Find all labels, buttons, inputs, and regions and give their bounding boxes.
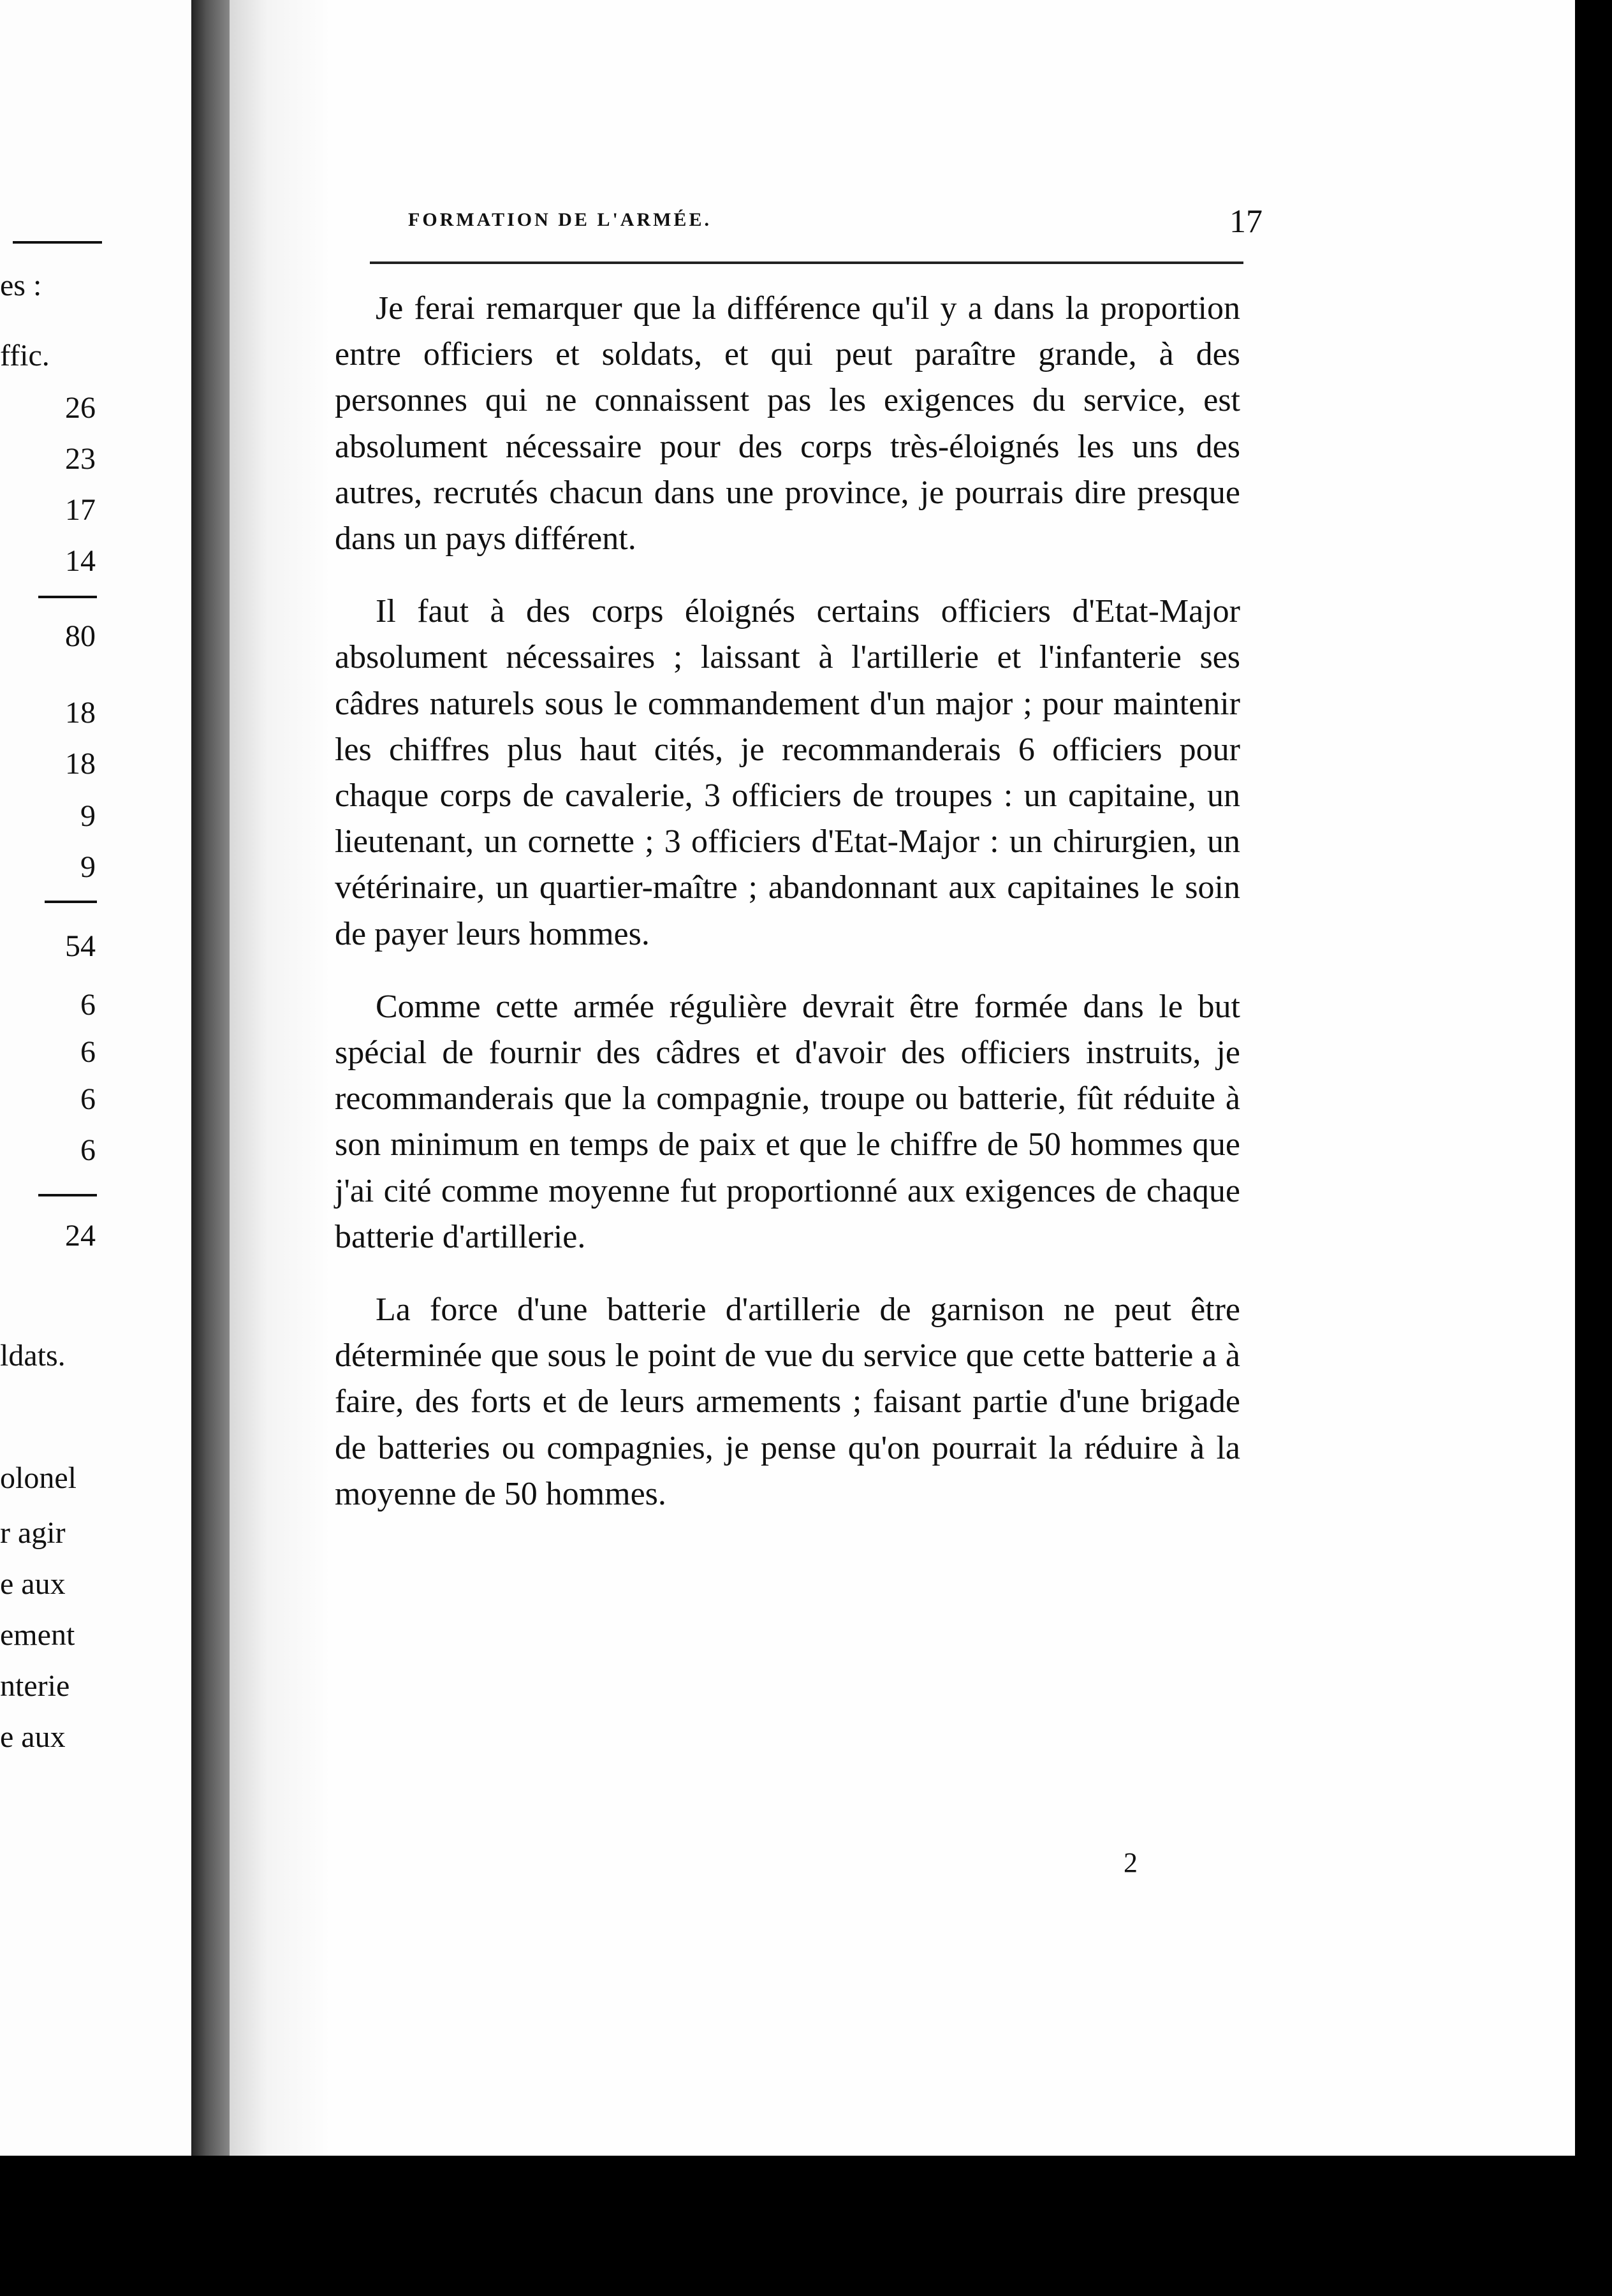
left-sum-rule bbox=[38, 1194, 97, 1196]
left-line: 18 bbox=[65, 696, 96, 730]
paragraph: Comme cette armée régulière devrait être formée dans le but spécial de fournir des câdres et d'avoir des officiers instruits, je recommanderais que la compagnie, troupe ou batterie, fût réduite à son minimum en temps de paix et que le chiffre de 50 hommes que j'ai cité comme moyenne fut proportionné aux exigences de chaque batterie d'artillerie. bbox=[335, 988, 1240, 1255]
paragraph: Je ferai remarquer que la différence qu'il y a dans la proportion entre officiers et soldats, et qui peut paraître grande, à des personnes qui ne connaissent pas les exigences du service, est absolument nécessaire pour des corps très-éloignés les uns des autres, recrutés chacun dans une province, je pourrais dire presque dans un pays différent. bbox=[335, 290, 1240, 557]
left-line: es : bbox=[0, 269, 42, 302]
left-line: 23 bbox=[65, 442, 96, 476]
left-line: 24 bbox=[65, 1219, 96, 1253]
left-line: 26 bbox=[65, 391, 96, 425]
left-line: 18 bbox=[65, 747, 96, 781]
page-number: 17 bbox=[1229, 203, 1263, 240]
scan-bottom-border bbox=[0, 2156, 1612, 2296]
left-sum-rule bbox=[45, 901, 97, 903]
left-facing-page bbox=[0, 0, 191, 2156]
left-line: 6 bbox=[80, 988, 96, 1022]
header-rule bbox=[370, 261, 1243, 264]
binding-gutter bbox=[191, 0, 230, 2156]
left-line: 6 bbox=[80, 1035, 96, 1069]
page-edge-shadow bbox=[1575, 0, 1612, 2156]
left-line: 6 bbox=[80, 1082, 96, 1116]
paragraph: La force d'une batterie d'artillerie de garnison ne peut être déterminée que sous le point de vue du service que cette batterie a à faire, des forts et de leurs armements ; faisant partie d'une brigade de batteries ou compagnies, je pense qu'on pourrait la réduire à la moyenne de 50 hommes. bbox=[335, 1292, 1240, 1512]
page-header bbox=[408, 203, 1263, 247]
left-line: olonel bbox=[0, 1461, 77, 1495]
left-line: 14 bbox=[65, 544, 96, 578]
paragraph: Il faut à des corps éloignés certains officiers d'Etat-Major absolument nécessaires ; laissant à l'artillerie et l'infanterie ses câdres naturels sous le commandement d'un major ; pour maintenir les chiffres plus haut cités, je recommanderais 6 officiers pour chaque corps de cavalerie, 3 officiers de troupes : un capitaine, un lieutenant, un cornette ; 3 officiers d'Etat-Major : un chirurgien, un vétérinaire, un quartier-maître ; abandonnant aux capitaines le soin de payer leurs hommes. bbox=[335, 593, 1240, 952]
left-line: nterie bbox=[0, 1669, 70, 1703]
left-line: ffic. bbox=[0, 339, 50, 372]
left-line: 6 bbox=[80, 1133, 96, 1167]
left-line: 9 bbox=[80, 799, 96, 833]
left-line: e aux bbox=[0, 1720, 66, 1754]
signature-mark: 2 bbox=[1124, 1847, 1138, 1878]
running-title: FORMATION DE L'ARMÉE. bbox=[408, 209, 712, 230]
left-line: ement bbox=[0, 1618, 75, 1652]
left-line: ldats. bbox=[0, 1339, 66, 1372]
left-line: 54 bbox=[65, 929, 96, 963]
left-line: e aux bbox=[0, 1567, 66, 1601]
left-line: 80 bbox=[65, 619, 96, 653]
left-line: 9 bbox=[80, 850, 96, 884]
body-text bbox=[335, 286, 1240, 1544]
left-line: 17 bbox=[65, 493, 96, 527]
left-line: r agir bbox=[0, 1516, 66, 1550]
left-top-rule bbox=[13, 241, 102, 244]
left-sum-rule bbox=[38, 596, 97, 598]
